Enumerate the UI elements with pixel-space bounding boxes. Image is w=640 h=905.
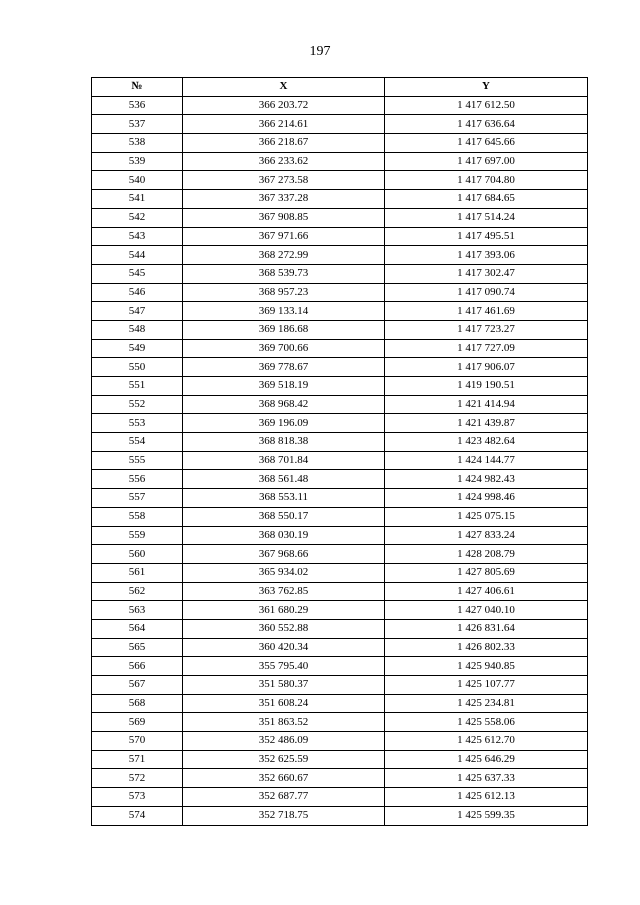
- cell-number: 573: [92, 788, 183, 807]
- cell-y: 1 425 612.70: [385, 732, 588, 751]
- cell-x: 360 420.34: [183, 638, 385, 657]
- cell-number: 572: [92, 769, 183, 788]
- table-body: [92, 96, 588, 825]
- cell-number: 555: [92, 451, 183, 470]
- cell-y: 1 427 406.61: [385, 582, 588, 601]
- cell-y: 1 417 495.51: [385, 227, 588, 246]
- cell-x: 368 957.23: [183, 283, 385, 302]
- cell-number: 557: [92, 489, 183, 508]
- table-row: [92, 339, 588, 358]
- cell-number: 571: [92, 750, 183, 769]
- cell-x: 368 553.11: [183, 489, 385, 508]
- cell-x: 368 818.38: [183, 433, 385, 452]
- table-row: [92, 96, 588, 115]
- cell-y: 1 421 414.94: [385, 395, 588, 414]
- cell-y: 1 425 075.15: [385, 507, 588, 526]
- cell-number: 551: [92, 377, 183, 396]
- table-row: [92, 246, 588, 265]
- cell-y: 1 417 727.09: [385, 339, 588, 358]
- cell-number: 550: [92, 358, 183, 377]
- table-row: [92, 489, 588, 508]
- cell-number: 565: [92, 638, 183, 657]
- cell-number: 567: [92, 676, 183, 695]
- column-header-y: Y: [385, 78, 588, 97]
- table-header-row: [92, 78, 588, 97]
- table-row: [92, 451, 588, 470]
- column-header-number: №: [92, 78, 183, 97]
- table-row: [92, 806, 588, 825]
- cell-x: 360 552.88: [183, 619, 385, 638]
- cell-y: 1 425 637.33: [385, 769, 588, 788]
- cell-number: 548: [92, 320, 183, 339]
- cell-x: 352 486.09: [183, 732, 385, 751]
- cell-x: 351 608.24: [183, 694, 385, 713]
- cell-number: 560: [92, 545, 183, 564]
- table-row: [92, 676, 588, 695]
- cell-x: 369 700.66: [183, 339, 385, 358]
- table-row: [92, 694, 588, 713]
- cell-y: 1 423 482.64: [385, 433, 588, 452]
- cell-x: 367 337.28: [183, 190, 385, 209]
- cell-x: 352 660.67: [183, 769, 385, 788]
- table-row: [92, 171, 588, 190]
- cell-x: 369 133.14: [183, 302, 385, 321]
- table-row: [92, 507, 588, 526]
- table-row: [92, 433, 588, 452]
- page-number: 197: [309, 44, 331, 59]
- cell-y: 1 417 906.07: [385, 358, 588, 377]
- cell-y: 1 425 558.06: [385, 713, 588, 732]
- cell-y: 1 417 704.80: [385, 171, 588, 190]
- cell-y: 1 417 461.69: [385, 302, 588, 321]
- cell-x: 366 203.72: [183, 96, 385, 115]
- cell-x: 355 795.40: [183, 657, 385, 676]
- cell-x: 368 561.48: [183, 470, 385, 489]
- cell-x: 367 908.85: [183, 208, 385, 227]
- cell-number: 558: [92, 507, 183, 526]
- cell-number: 545: [92, 264, 183, 283]
- cell-y: 1 427 805.69: [385, 563, 588, 582]
- table-row: [92, 470, 588, 489]
- cell-x: 367 273.58: [183, 171, 385, 190]
- cell-number: 541: [92, 190, 183, 209]
- cell-number: 553: [92, 414, 183, 433]
- table-row: [92, 750, 588, 769]
- table-row: [92, 115, 588, 134]
- cell-y: 1 417 514.24: [385, 208, 588, 227]
- table-row: [92, 582, 588, 601]
- table-row: [92, 414, 588, 433]
- cell-y: 1 428 208.79: [385, 545, 588, 564]
- cell-number: 568: [92, 694, 183, 713]
- cell-x: 366 233.62: [183, 152, 385, 171]
- table-row: [92, 769, 588, 788]
- cell-y: 1 424 982.43: [385, 470, 588, 489]
- cell-y: 1 424 144.77: [385, 451, 588, 470]
- table-row: [92, 732, 588, 751]
- cell-x: 352 687.77: [183, 788, 385, 807]
- cell-number: 574: [92, 806, 183, 825]
- table-row: [92, 227, 588, 246]
- cell-x: 368 701.84: [183, 451, 385, 470]
- table-row: [92, 713, 588, 732]
- cell-y: 1 425 107.77: [385, 676, 588, 695]
- cell-number: 559: [92, 526, 183, 545]
- column-header-x: X: [183, 78, 385, 97]
- cell-x: 352 718.75: [183, 806, 385, 825]
- table-row: [92, 358, 588, 377]
- table-row: [92, 788, 588, 807]
- cell-number: 549: [92, 339, 183, 358]
- cell-number: 542: [92, 208, 183, 227]
- cell-y: 1 424 998.46: [385, 489, 588, 508]
- cell-y: 1 425 940.85: [385, 657, 588, 676]
- cell-number: 570: [92, 732, 183, 751]
- table-row: [92, 526, 588, 545]
- cell-y: 1 426 802.33: [385, 638, 588, 657]
- cell-number: 536: [92, 96, 183, 115]
- cell-y: 1 417 697.00: [385, 152, 588, 171]
- cell-number: 562: [92, 582, 183, 601]
- cell-y: 1 421 439.87: [385, 414, 588, 433]
- cell-x: 368 272.99: [183, 246, 385, 265]
- cell-number: 547: [92, 302, 183, 321]
- table-row: [92, 638, 588, 657]
- cell-y: 1 417 393.06: [385, 246, 588, 265]
- table-row: [92, 208, 588, 227]
- cell-x: 365 934.02: [183, 563, 385, 582]
- table-row: [92, 302, 588, 321]
- cell-x: 369 778.67: [183, 358, 385, 377]
- table-row: [92, 320, 588, 339]
- table-row: [92, 545, 588, 564]
- cell-y: 1 417 636.64: [385, 115, 588, 134]
- cell-x: 367 968.66: [183, 545, 385, 564]
- cell-number: 546: [92, 283, 183, 302]
- cell-y: 1 417 723.27: [385, 320, 588, 339]
- cell-number: 561: [92, 563, 183, 582]
- cell-number: 540: [92, 171, 183, 190]
- cell-x: 366 218.67: [183, 134, 385, 153]
- cell-y: 1 417 612.50: [385, 96, 588, 115]
- cell-x: 369 186.68: [183, 320, 385, 339]
- cell-y: 1 426 831.64: [385, 619, 588, 638]
- cell-number: 556: [92, 470, 183, 489]
- cell-number: 539: [92, 152, 183, 171]
- cell-x: 351 863.52: [183, 713, 385, 732]
- cell-number: 554: [92, 433, 183, 452]
- cell-y: 1 417 090.74: [385, 283, 588, 302]
- cell-x: 352 625.59: [183, 750, 385, 769]
- table-row: [92, 563, 588, 582]
- cell-y: 1 425 612.13: [385, 788, 588, 807]
- cell-x: 367 971.66: [183, 227, 385, 246]
- cell-y: 1 419 190.51: [385, 377, 588, 396]
- cell-number: 543: [92, 227, 183, 246]
- cell-y: 1 425 599.35: [385, 806, 588, 825]
- coordinates-table: [91, 77, 588, 826]
- cell-number: 544: [92, 246, 183, 265]
- cell-x: 351 580.37: [183, 676, 385, 695]
- cell-number: 537: [92, 115, 183, 134]
- cell-x: 369 518.19: [183, 377, 385, 396]
- table-row: [92, 395, 588, 414]
- cell-number: 566: [92, 657, 183, 676]
- cell-x: 368 539.73: [183, 264, 385, 283]
- cell-number: 552: [92, 395, 183, 414]
- cell-y: 1 417 302.47: [385, 264, 588, 283]
- cell-x: 363 762.85: [183, 582, 385, 601]
- cell-number: 538: [92, 134, 183, 153]
- table-row: [92, 152, 588, 171]
- cell-y: 1 417 645.66: [385, 134, 588, 153]
- cell-number: 569: [92, 713, 183, 732]
- cell-x: 366 214.61: [183, 115, 385, 134]
- cell-y: 1 425 234.81: [385, 694, 588, 713]
- cell-y: 1 417 684.65: [385, 190, 588, 209]
- cell-x: 369 196.09: [183, 414, 385, 433]
- table-row: [92, 190, 588, 209]
- cell-x: 361 680.29: [183, 601, 385, 620]
- cell-y: 1 425 646.29: [385, 750, 588, 769]
- table-row: [92, 377, 588, 396]
- table-row: [92, 601, 588, 620]
- cell-y: 1 427 833.24: [385, 526, 588, 545]
- cell-number: 563: [92, 601, 183, 620]
- cell-y: 1 427 040.10: [385, 601, 588, 620]
- table-row: [92, 264, 588, 283]
- cell-number: 564: [92, 619, 183, 638]
- table-row: [92, 283, 588, 302]
- cell-x: 368 550.17: [183, 507, 385, 526]
- table-row: [92, 619, 588, 638]
- table-row: [92, 134, 588, 153]
- cell-x: 368 968.42: [183, 395, 385, 414]
- cell-x: 368 030.19: [183, 526, 385, 545]
- table-row: [92, 657, 588, 676]
